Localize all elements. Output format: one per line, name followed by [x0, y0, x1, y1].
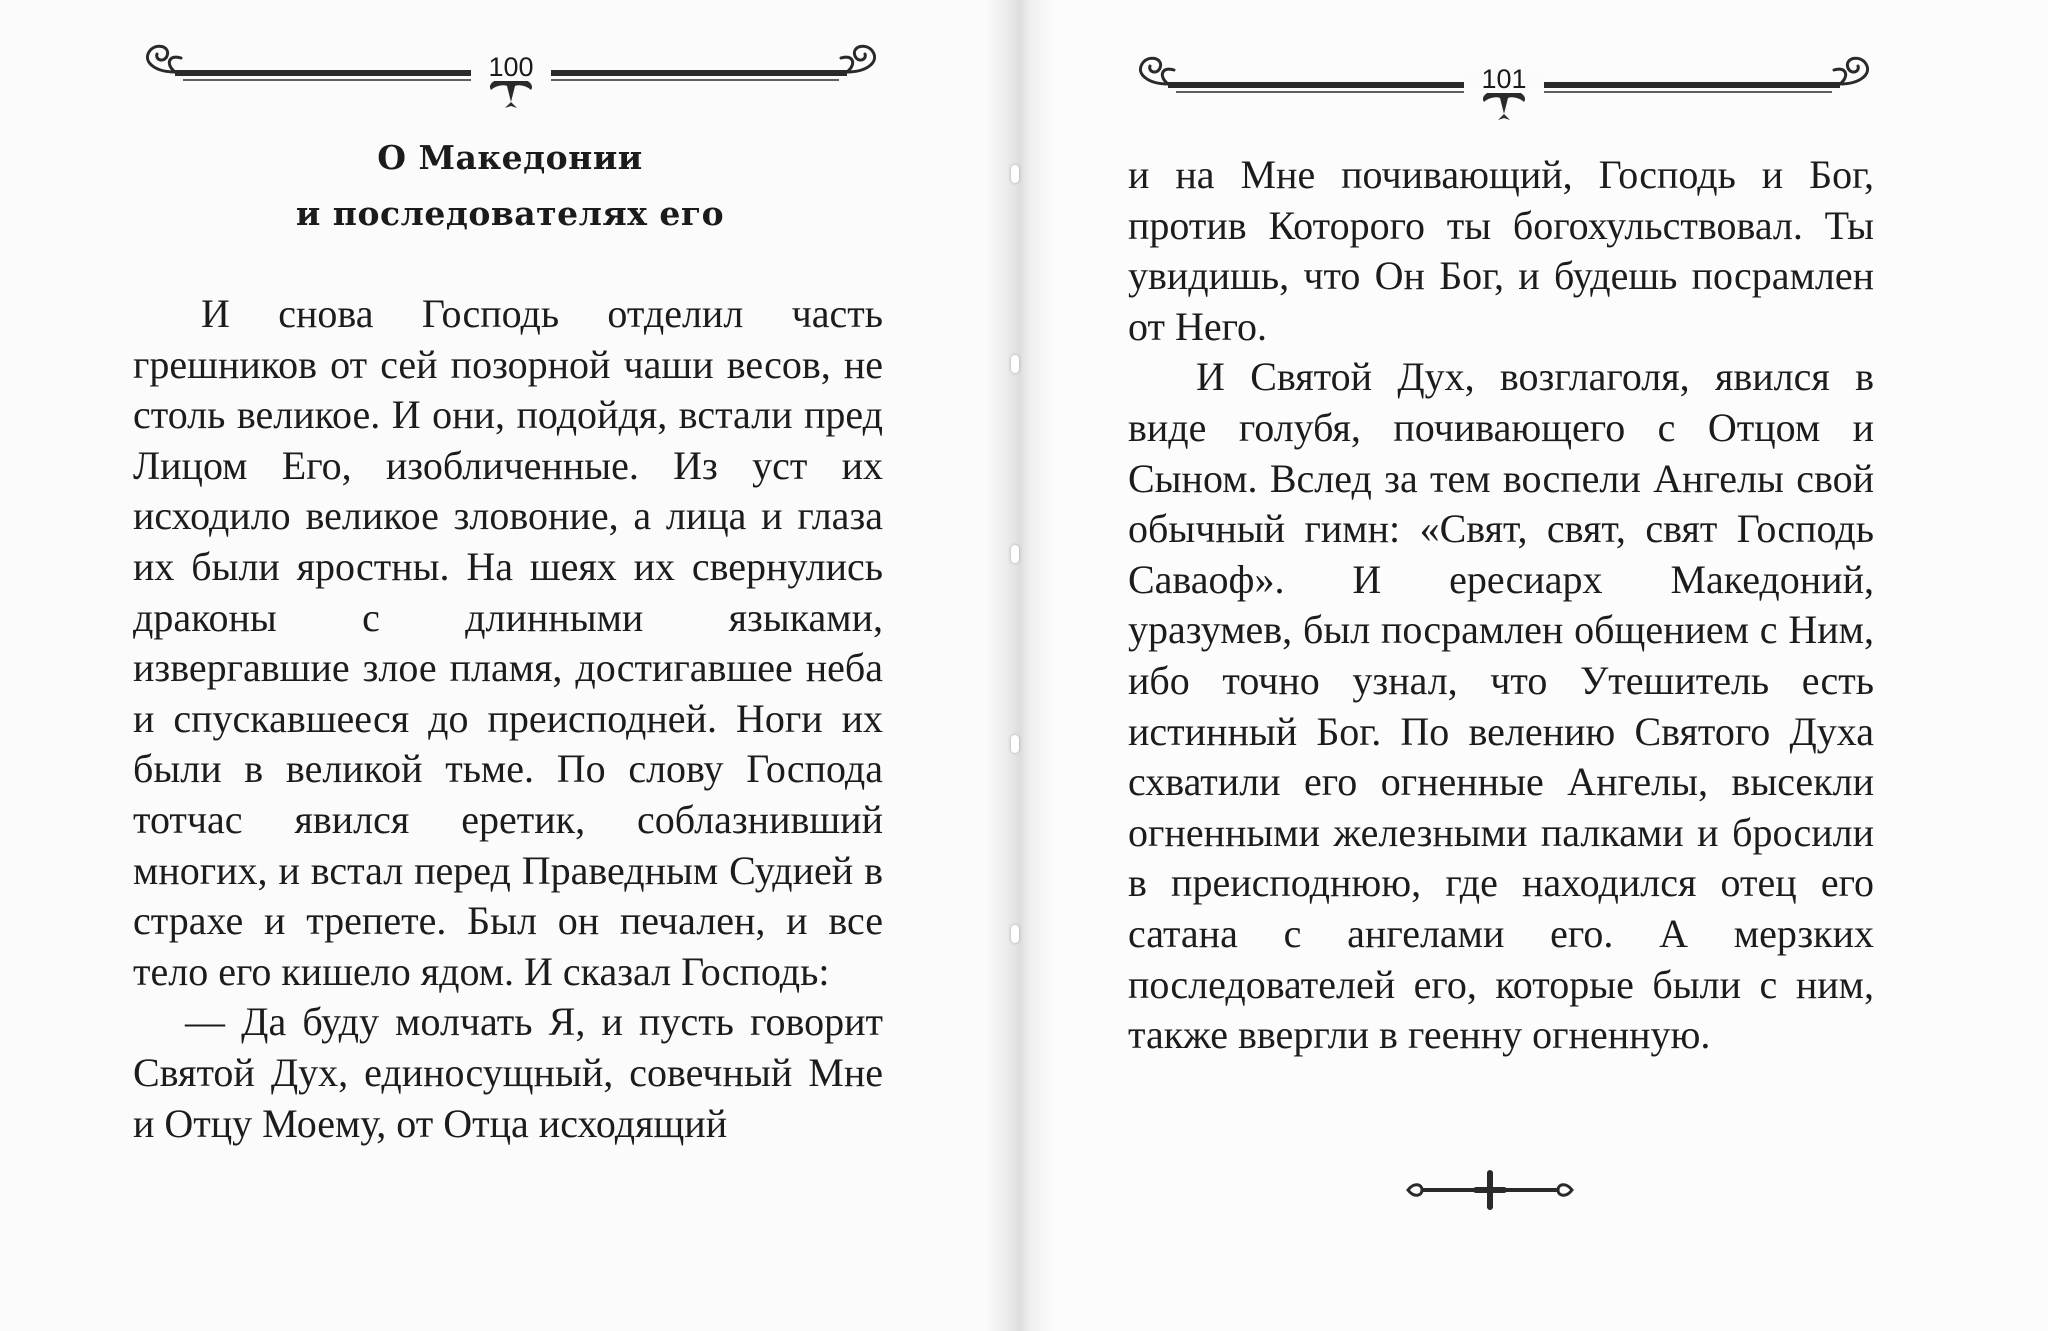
page-number: 100 — [471, 54, 551, 81]
book-gutter — [985, 0, 1055, 1331]
paragraph: И снова Господь отделил часть грешников от сей позорной чаши весов, не столь великое. И они, подойдя, встали пред Лицом Его, изобличенные. Из уст их исходило великое зловоние, а лица и глаза их были яростны. На шеях их свернулись драконы с длинными языками, извергавшие злое пламя, достигавшее неба и спускавшееся до преисподней. Ноги их были в великой тьме. По слову Господа тотчас явился еретик, соблазнивший многих, и встал перед Праведным Судией в страхе и трепете. Был он печален, и все тело его кишело ядом. И сказал Господь: — [133, 291, 883, 994]
page-number: 101 — [1464, 66, 1544, 93]
binding-stitch — [1011, 735, 1019, 753]
binding-stitch — [1011, 925, 1019, 943]
right-header — [1128, 32, 1880, 122]
left-page-text — [133, 289, 883, 1149]
end-ornament — [1400, 1170, 1580, 1215]
end-ornament-icon — [1400, 1170, 1580, 1210]
binding-stitch — [1011, 355, 1019, 373]
chapter-title-line: О Македонии — [377, 138, 643, 177]
right-page-text — [1128, 150, 1874, 1061]
binding-stitch — [1011, 545, 1019, 563]
paragraph: И Святой Дух, возглаголя, явился в виде голубя, почивающего с Отцом и Сыном. Вслед за тем воспели Ангелы свой обычный гимн: «Свят, свят, свят Господь Саваоф». И ересиарх Македоний, уразумев, был посрамлен общением с Ним, ибо точно узнал, что Утешитель есть истинный Бог. По велению Святого Духа схватили его огненные Ангелы, высекли огненными железными палками и бросили в преисподнюю, где находился отец его сатана с ангелами его. А мерзких последователей его, которые были с ним, также ввергли в геенну огненную. — [1128, 354, 1874, 1058]
chapter-title — [130, 130, 890, 242]
left-header — [135, 20, 887, 110]
binding-stitch — [1011, 165, 1019, 183]
paragraph: и на Мне почивающий, Господь и Бог, против Которого ты богохульствовал. Ты увидишь, что Он Бог, и будешь посрамлен от Него. — [1128, 152, 1874, 349]
chapter-title-line: и последователях его — [295, 194, 725, 233]
paragraph: — Да буду молчать Я, и пусть говорит Святой Дух, единосущный, совечный Мне и Отцу Моему, от Отца исходящий — [133, 999, 883, 1146]
